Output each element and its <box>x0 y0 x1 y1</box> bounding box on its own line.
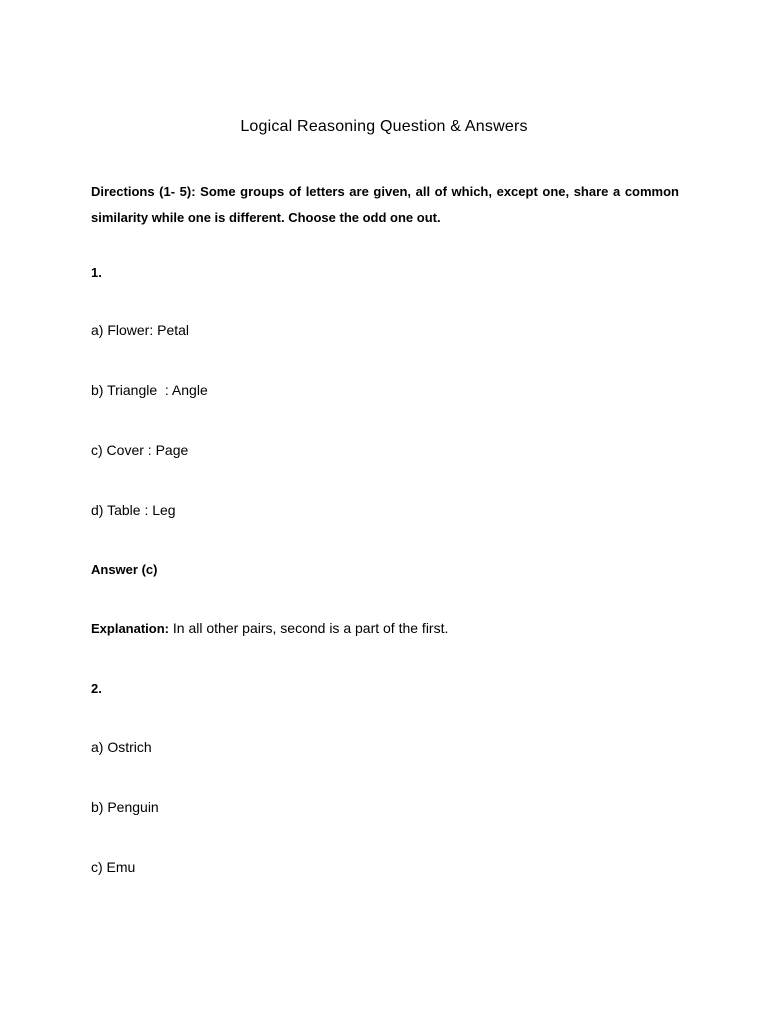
question-2-option-a: a) Ostrich <box>91 739 152 755</box>
question-1-option-d: d) Table : Leg <box>91 502 176 518</box>
question-2-number: 2. <box>91 681 102 696</box>
question-2-option-c: c) Emu <box>91 859 136 875</box>
explanation-label: Explanation: <box>91 621 170 636</box>
question-2-option-b: b) Penguin <box>91 799 159 815</box>
document-title: Logical Reasoning Question & Answers <box>240 118 528 135</box>
question-1-number: 1. <box>91 265 102 280</box>
question-1-option-c: c) Cover : Page <box>91 442 189 458</box>
question-1-explanation <box>91 620 448 636</box>
question-1-option-b: b) Triangle : Angle <box>91 382 208 398</box>
question-1-option-a: a) Flower: Petal <box>91 322 190 338</box>
question-1-answer: Answer (c) <box>91 562 158 577</box>
explanation-text: In all other pairs, second is a part of the first. <box>169 620 449 636</box>
directions-text: Directions (1- 5): Some groups of letters are given, all of which, except one, share a common similarity while one is different. Choose the odd one out. <box>91 184 679 225</box>
